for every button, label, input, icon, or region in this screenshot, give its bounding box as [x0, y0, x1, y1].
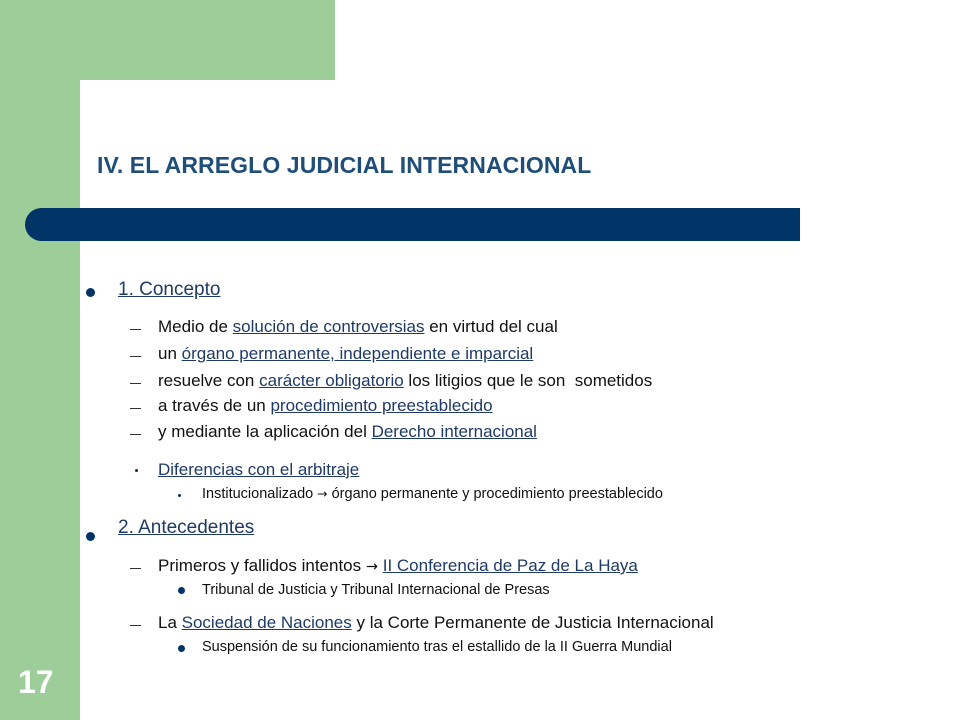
- arrow-right-icon: →: [365, 559, 378, 575]
- dash-icon: [130, 329, 141, 330]
- left-green-band: [0, 0, 80, 720]
- arrow-right-icon: →: [317, 487, 328, 501]
- small-bullet-icon: [178, 494, 181, 497]
- top-green-block: [80, 0, 335, 80]
- bullet-dot-icon: [178, 645, 185, 652]
- dash-icon: [130, 356, 141, 357]
- bullet-dot-icon: [86, 532, 95, 541]
- arbitration-detail: Institucionalizado → órgano permanente y procedimiento preestablecido: [202, 486, 663, 502]
- concept-line-4: a través de un procedimiento preestablecido: [158, 396, 493, 415]
- section-heading-antecedentes: 2. Antecedentes: [118, 517, 255, 538]
- antecedent-subline-2: Suspensión de su funcionamiento tras el estallido de la II Guerra Mundial: [202, 639, 672, 655]
- bullet-dot-icon: [86, 288, 95, 297]
- slide-number: 17: [18, 664, 54, 700]
- dash-icon: [130, 625, 141, 626]
- bullet-dot-icon: [178, 587, 185, 594]
- antecedent-subline-1: Tribunal de Justicia y Tribunal Internacional de Presas: [202, 582, 550, 598]
- title-underline-bar: [25, 208, 800, 241]
- slide-title: IV. EL ARREGLO JUDICIAL INTERNACIONAL: [97, 152, 592, 178]
- concept-line-3: resuelve con carácter obligatorio los litigios que le son sometidos: [158, 371, 653, 390]
- section-heading-concepto: 1. Concepto: [118, 279, 221, 300]
- arbitration-differences: Diferencias con el arbitraje: [158, 460, 360, 479]
- dash-icon: [130, 383, 141, 384]
- dash-icon: [130, 434, 141, 435]
- antecedent-line-2: La Sociedad de Naciones y la Corte Permanente de Justicia Internacional: [158, 613, 714, 632]
- dash-icon: [130, 568, 141, 569]
- dash-icon: [130, 408, 141, 409]
- rounded-corner: [80, 80, 130, 130]
- concept-line-1: Medio de solución de controversias en virtud del cual: [158, 317, 558, 336]
- small-bullet-icon: [135, 469, 138, 472]
- concept-line-2: un órgano permanente, independiente e imparcial: [158, 344, 534, 363]
- concept-line-5: y mediante la aplicación del Derecho internacional: [158, 422, 537, 441]
- antecedent-line-1: Primeros y fallidos intentos → II Conferencia de Paz de La Haya: [158, 556, 638, 575]
